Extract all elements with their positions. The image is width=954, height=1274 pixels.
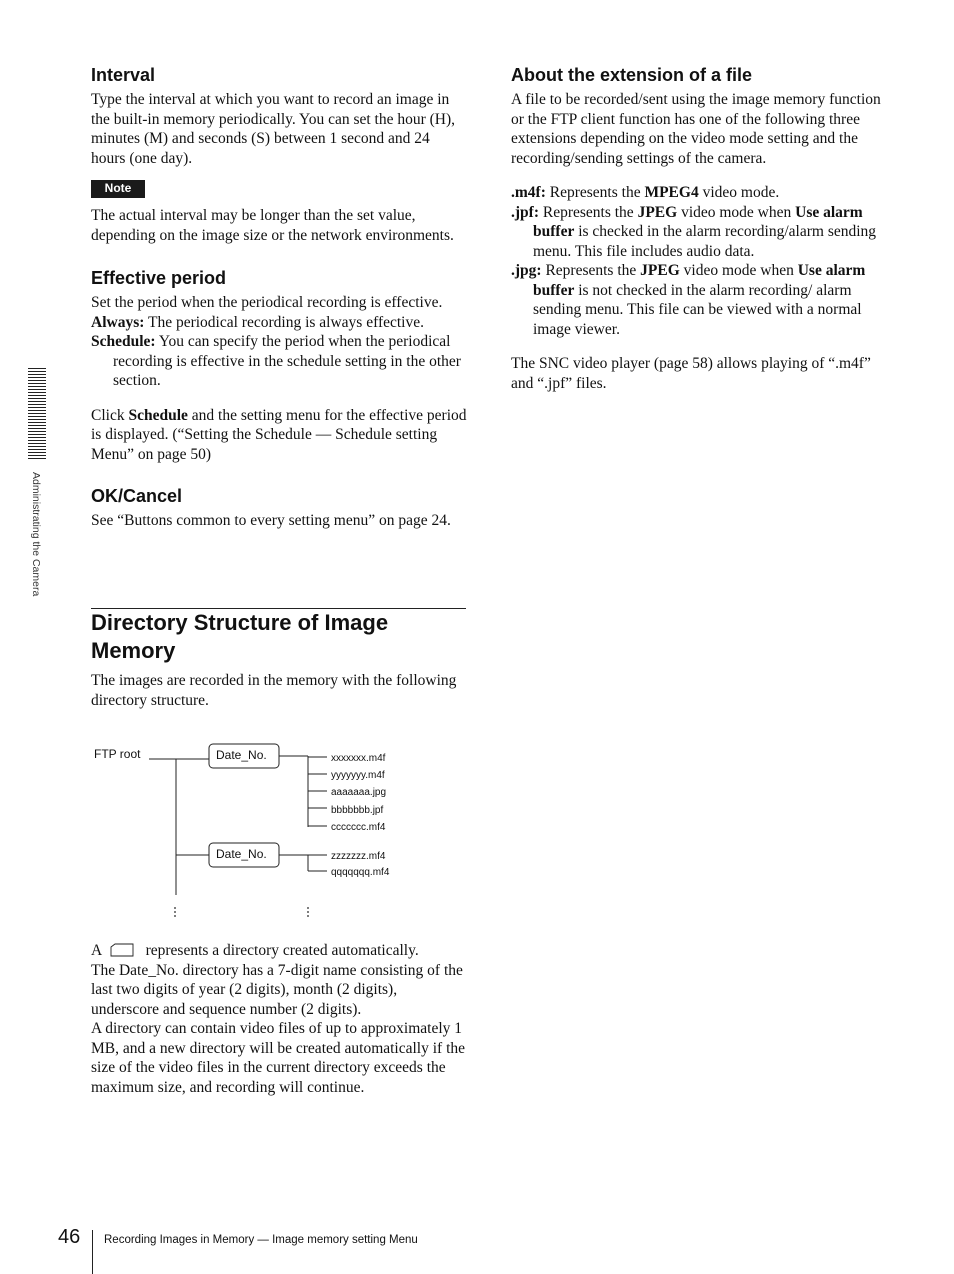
jpg-definition [511, 261, 889, 339]
m4f-mode: MPEG4 [644, 184, 699, 201]
jpf-post: is checked in the alarm recording/alarm sending menu. This file includes audio data. [533, 223, 877, 260]
side-tab-label: Administrating the Camera [30, 472, 42, 597]
legend-post: represents a directory created automatically. [145, 942, 419, 959]
interval-heading: Interval [91, 65, 156, 85]
folder-icon [110, 943, 134, 957]
folder2-label: Date_No. [216, 847, 267, 861]
effective-period-heading: Effective period [91, 268, 227, 288]
legend-pre: A [91, 942, 103, 959]
always-definition [91, 313, 467, 333]
continuation-dots [174, 907, 309, 917]
m4f-definition [511, 183, 889, 203]
jpf-setting: Use alarm buffer [533, 203, 863, 240]
file-name: ccccccc.mf4 [331, 822, 386, 833]
directory-size-description: A directory can contain video files of up to approximately 1 MB, and a new directory will be created automatically if the size of the video files in the current directory exceeds the maximum size, and recording will continue. [91, 1020, 466, 1096]
jpf-term: .jpf: [511, 203, 539, 221]
file-name: bbbbbbb.jpf [331, 805, 384, 816]
jpf-definition [511, 203, 889, 262]
jpf-pre: Represents the [538, 203, 638, 221]
ok-cancel-body: See “Buttons common to every setting menu” on page 24. [91, 512, 451, 529]
jpg-setting: Use alarm buffer [533, 262, 866, 299]
jpf-mid: video mode when [677, 203, 796, 221]
jpg-pre: Represents the [541, 262, 641, 279]
jpf-mode: JPEG [637, 203, 678, 221]
file-name: yyyyyyy.m4f [331, 770, 385, 781]
file-name: qqqqqqq.mf4 [331, 867, 390, 878]
schedule-text: You can specify the period when the periodical recording is effective in the schedule setting in the other section. [113, 333, 461, 389]
running-title: Recording Images in Memory — Image memory setting Menu [104, 1234, 418, 1246]
ftp-root-label: FTP root [94, 747, 141, 761]
always-term: Always: [91, 313, 145, 331]
m4f-term: .m4f: [511, 184, 546, 201]
footer-divider [92, 1230, 93, 1274]
left-column [91, 64, 467, 531]
page-number: 46 [58, 1226, 81, 1248]
folder-legend [91, 941, 467, 961]
folder1-label: Date_No. [216, 748, 267, 762]
directory-diagram [91, 740, 411, 925]
directory-explanation [91, 941, 467, 1097]
click-pre: Click [91, 406, 129, 424]
note-text: The actual interval may be longer than the set value, depending on the image size or the network environments. [91, 207, 454, 244]
file-name: xxxxxxx.m4f [331, 753, 386, 764]
effective-period-intro: Set the period when the periodical recording is effective. [91, 294, 443, 311]
player-note: The SNC video player (page 58) allows playing of “.m4f” and “.jpf” files. [511, 355, 871, 392]
extension-intro: A file to be recorded/sent using the image memory function or the FTP client function has one of the following three extensions depending on the video mode setting and the recording/sending settings of the camera. [511, 91, 881, 167]
schedule-term: Schedule: [91, 333, 156, 350]
jpg-post: is not checked in the alarm recording/ alarm sending menu. This file can be viewed with a normal image viewer. [533, 281, 862, 338]
click-post: and the setting menu for the effective period is displayed. (“Setting the Schedule — Schedule setting Menu” on page 50) [91, 406, 467, 463]
schedule-definition [91, 332, 467, 391]
m4f-post: video mode. [698, 184, 780, 201]
m4f-pre: Represents the [545, 184, 645, 201]
date-no-description: The Date_No. directory has a 7-digit name consisting of the last two digits of year (2 digits), month (2 digits), underscore and sequence number (2 digits). [91, 961, 463, 1018]
jpg-term: .jpg: [511, 262, 542, 279]
ok-cancel-heading: OK/Cancel [91, 486, 183, 506]
jpg-mid: video mode when [679, 262, 798, 279]
interval-body: Type the interval at which you want to record an image in the built-in memory periodically. You can set the hour (H), minutes (M) and seconds (S) between 1 second and 24 hours (one day). [91, 91, 456, 167]
jpg-mode: JPEG [640, 262, 680, 279]
side-tab-bars [28, 368, 46, 460]
file-name: aaaaaaa.jpg [331, 787, 387, 798]
directory-intro: The images are recorded in the memory with the following directory structure. [91, 672, 457, 709]
file-name: zzzzzzz.mf4 [331, 851, 386, 862]
always-text: The periodical recording is always effective. [144, 313, 424, 331]
directory-structure-heading: Directory Structure of Image Memory [91, 610, 389, 663]
schedule-click-note [91, 406, 467, 465]
note-badge: Note [91, 180, 145, 198]
right-column [511, 64, 889, 393]
extension-heading: About the extension of a file [511, 65, 753, 85]
schedule-term-inline: Schedule [128, 406, 188, 424]
